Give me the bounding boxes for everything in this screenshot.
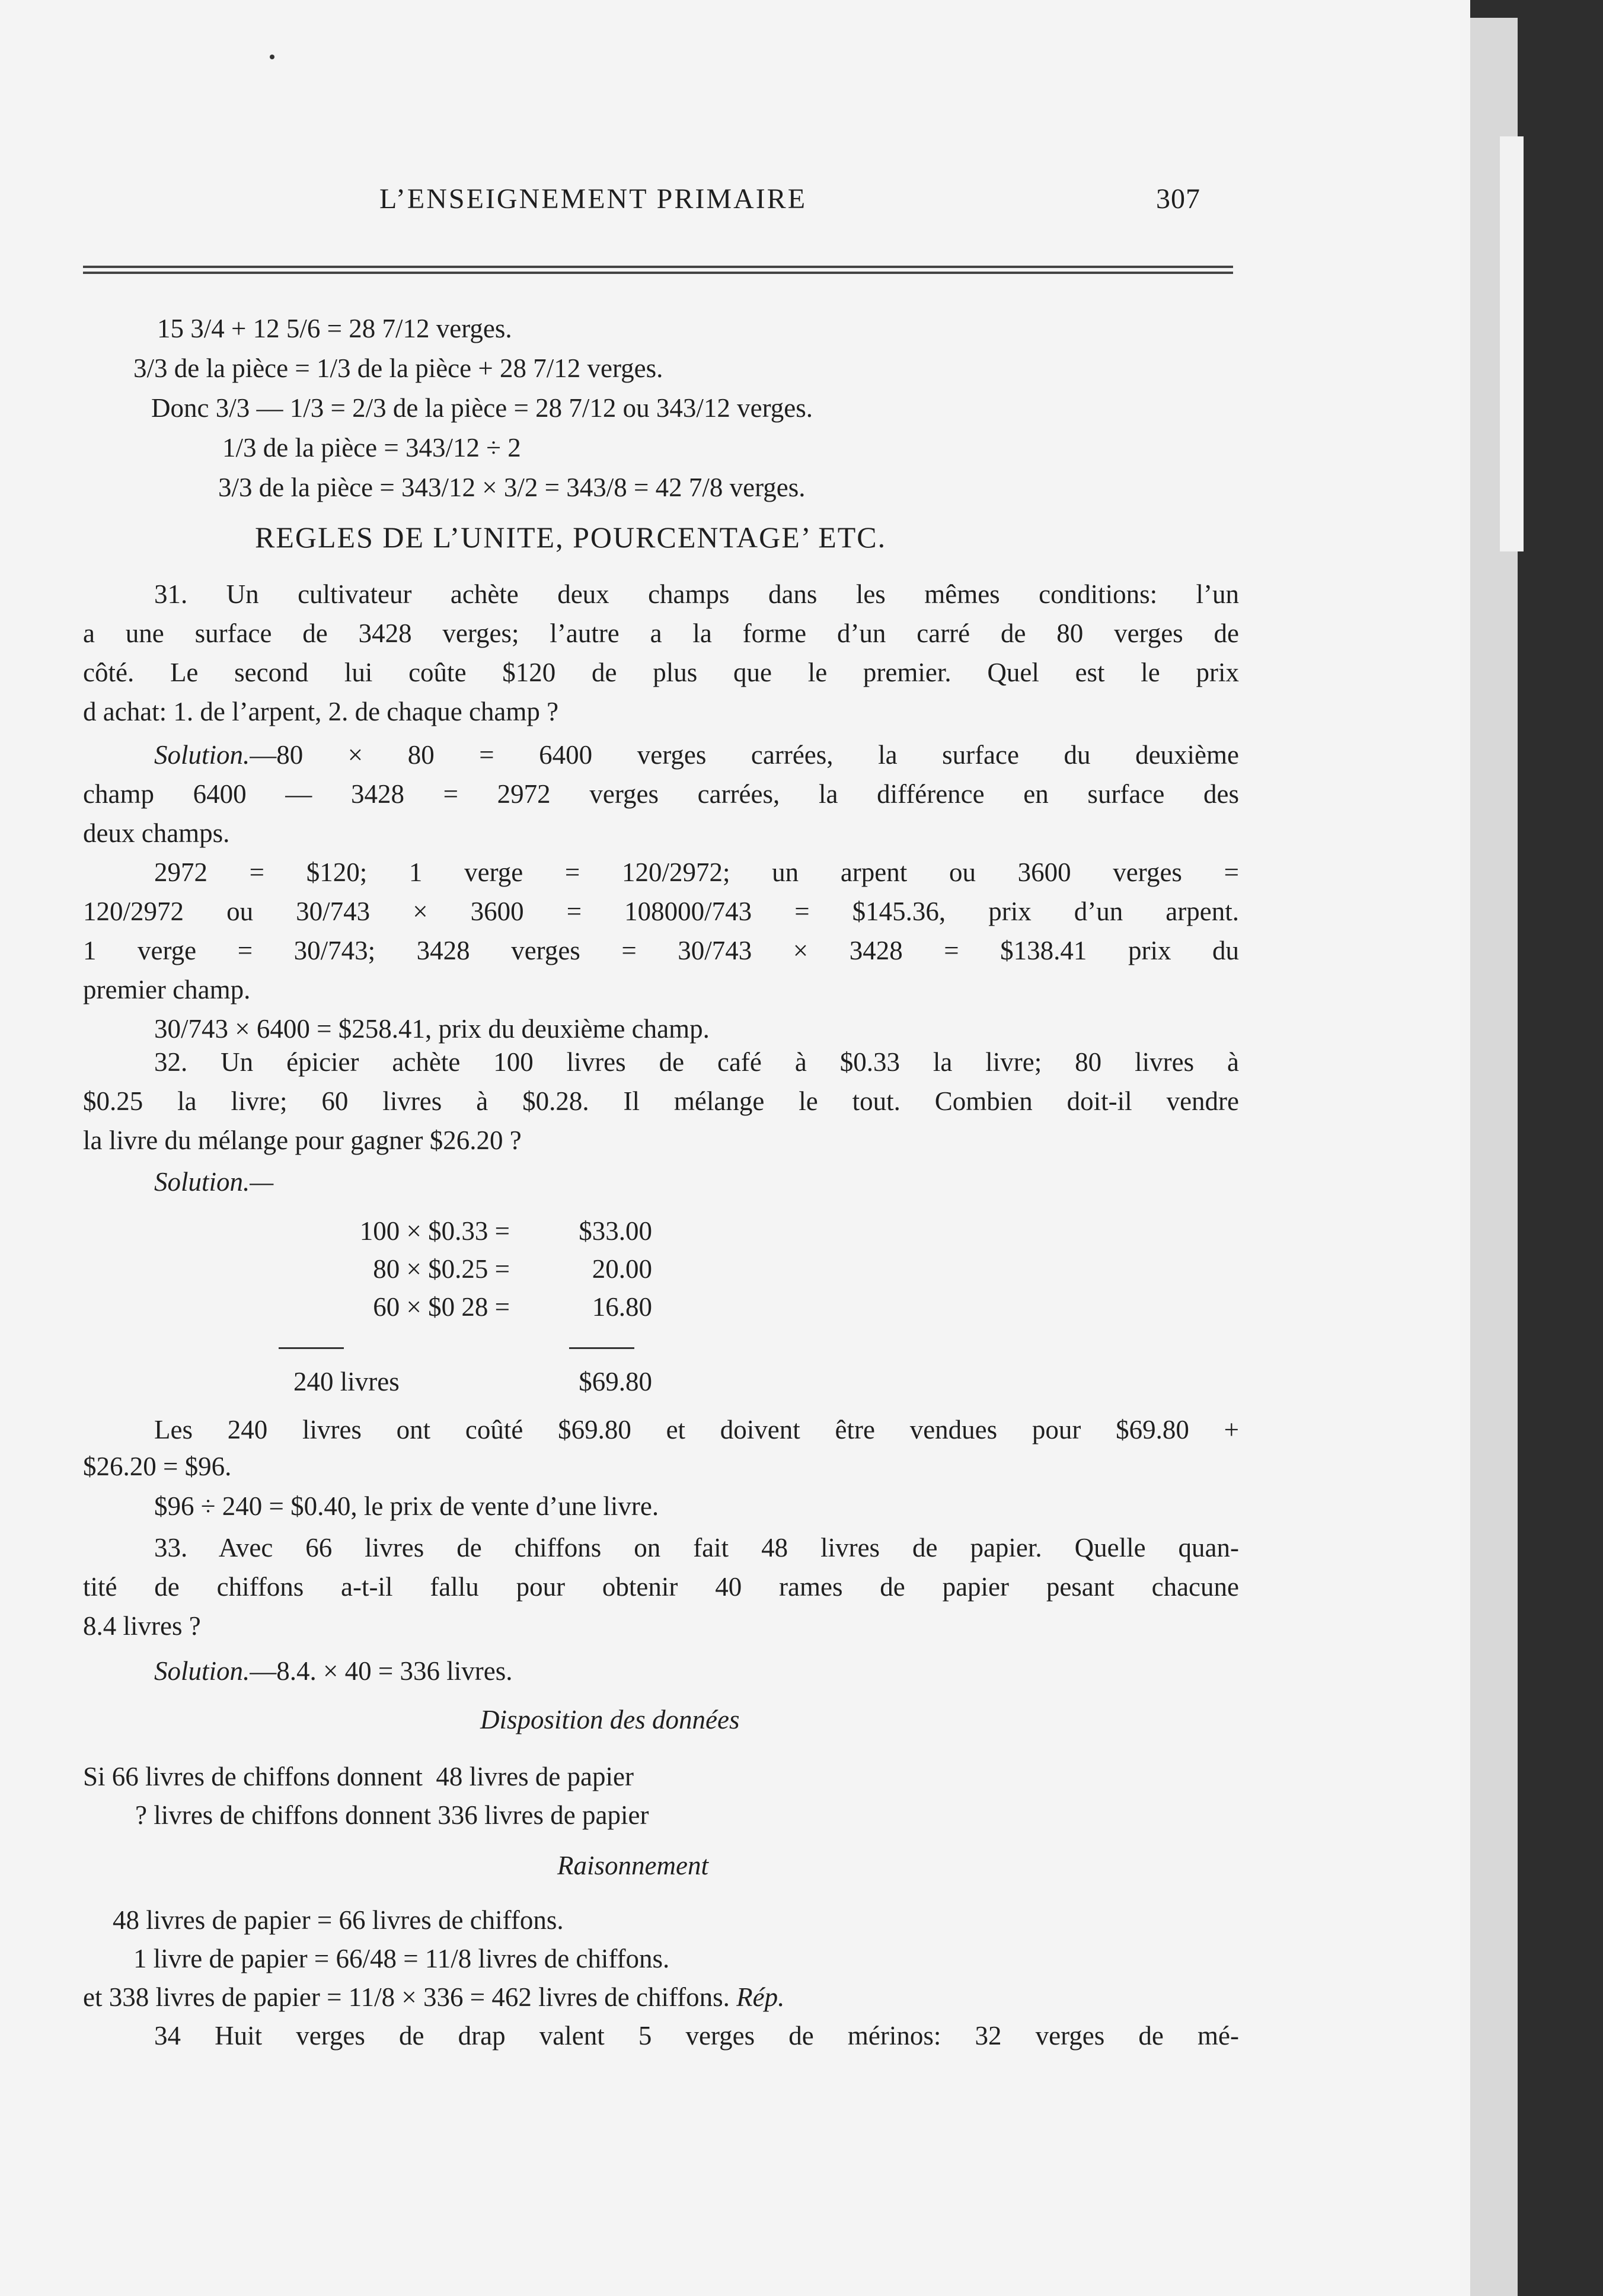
calc-result: $33.00 bbox=[579, 1216, 652, 1246]
disposition-line: Si 66 livres de chiffons donnent 48 livres de papier bbox=[83, 1762, 634, 1791]
calc-result: 20.00 bbox=[592, 1254, 652, 1284]
calc-expression: 100 × $0.33 = bbox=[359, 1216, 510, 1246]
conclusion-32-line: $26.20 = $96. bbox=[83, 1452, 232, 1481]
solution-31-line: deux champs. bbox=[83, 818, 230, 848]
running-title: L’ENSEIGNEMENT PRIMAIRE bbox=[379, 183, 807, 215]
solution-31-line: 120/2972 ou 30/743 × 3600 = 108000/743 = $145.36, prix d’un arpent. bbox=[83, 897, 1239, 926]
problem-31-line: côté. Le second lui coûte $120 de plus que le premier. Quel est le prix bbox=[83, 658, 1239, 687]
disposition-heading: Disposition des données bbox=[480, 1705, 740, 1734]
problem-33-line: 8.4 livres ? bbox=[83, 1611, 201, 1641]
page-number: 307 bbox=[1156, 183, 1200, 215]
calc-total-left: 240 livres bbox=[293, 1367, 400, 1396]
solution-33-line: Solution.—8.4. × 40 = 336 livres. bbox=[154, 1656, 513, 1686]
solution-label: Solution. bbox=[154, 740, 250, 770]
sum-rule-left bbox=[279, 1347, 344, 1349]
problem-33-line: 33. Avec 66 livres de chiffons on fait 48 livres de papier. Quelle quan- bbox=[154, 1533, 1239, 1562]
problem-34-line: 34 Huit verges de drap valent 5 verges de mérinos: 32 verges de mé- bbox=[154, 2021, 1239, 2051]
solution-label: Solution. bbox=[154, 1656, 250, 1686]
solution-31-line: premier champ. bbox=[83, 975, 251, 1004]
raisonnement-line: 1 livre de papier = 66/48 = 11/8 livres de chiffons. bbox=[133, 1944, 670, 1973]
raisonnement-line: 48 livres de papier = 66 livres de chiffons. bbox=[113, 1905, 564, 1935]
header-rule-top bbox=[83, 266, 1233, 268]
equation-line: Donc 3/3 — 1/3 = 2/3 de la pièce = 28 7/12 ou 343/12 verges. bbox=[151, 393, 813, 423]
calc-expression: 60 × $0 28 = bbox=[373, 1292, 510, 1322]
header-rule-bottom bbox=[83, 272, 1233, 274]
conclusion-32-line: $96 ÷ 240 = $0.40, le prix de vente d’une livre. bbox=[154, 1491, 659, 1521]
equation-line: 15 3/4 + 12 5/6 = 28 7/12 verges. bbox=[157, 314, 512, 343]
solution-31-line: champ 6400 — 3428 = 2972 verges carrées, la différence en surface des bbox=[83, 779, 1239, 809]
solution-label: Solution.— bbox=[154, 1167, 274, 1197]
section-title: REGLES DE L’UNITE, POURCENTAGE’ ETC. bbox=[255, 521, 887, 554]
equation-line: 3/3 de la pièce = 1/3 de la pièce + 28 7/12 verges. bbox=[133, 353, 663, 383]
solution-31-line: 1 verge = 30/743; 3428 verges = 30/743 × 3428 = $138.41 prix du bbox=[83, 936, 1239, 965]
raisonnement-line: et 338 livres de papier = 11/8 × 336 = 462 livres de chiffons. Rép. bbox=[83, 1982, 785, 2012]
calc-expression: 80 × $0.25 = bbox=[373, 1254, 510, 1284]
problem-33-line: tité de chiffons a-t-il fallu pour obtenir 40 rames de papier pesant chacune bbox=[83, 1572, 1239, 1602]
calc-result: 16.80 bbox=[592, 1292, 652, 1322]
solution-31-line: 2972 = $120; 1 verge = 120/2972; un arpent ou 3600 verges = bbox=[154, 857, 1239, 887]
equation-line: 1/3 de la pièce = 343/12 ÷ 2 bbox=[222, 433, 521, 463]
conclusion-32-line: Les 240 livres ont coûté $69.80 et doivent être vendues pour $69.80 + bbox=[154, 1415, 1239, 1444]
problem-32-line: $0.25 la livre; 60 livres à $0.28. Il mélange le tout. Combien doit-il vendre bbox=[83, 1086, 1239, 1116]
solution-31-line: 30/743 × 6400 = $258.41, prix du deuxième champ. bbox=[154, 1014, 710, 1044]
page-edge-fold bbox=[1500, 136, 1524, 551]
raisonnement-heading: Raisonnement bbox=[557, 1851, 708, 1880]
equation-line: 3/3 de la pièce = 343/12 × 3/2 = 343/8 = 42 7/8 verges. bbox=[218, 473, 806, 502]
speck bbox=[270, 55, 274, 59]
problem-31-line: 31. Un cultivateur achète deux champs dans les mêmes conditions: l’un bbox=[154, 579, 1239, 609]
problem-31-line: a une surface de 3428 verges; l’autre a la forme d’un carré de 80 verges de bbox=[83, 618, 1239, 648]
calc-total-right: $69.80 bbox=[579, 1367, 652, 1396]
problem-32-line: la livre du mélange pour gagner $26.20 ? bbox=[83, 1125, 522, 1155]
problem-32-line: 32. Un épicier achète 100 livres de café à $0.33 la livre; 80 livres à bbox=[154, 1047, 1239, 1077]
answer-label: Rép. bbox=[736, 1982, 785, 2012]
problem-31-line: d achat: 1. de l’arpent, 2. de chaque champ ? bbox=[83, 697, 559, 726]
sum-rule-right bbox=[569, 1347, 634, 1349]
disposition-line: ? livres de chiffons donnent 336 livres de papier bbox=[135, 1800, 649, 1830]
solution-31-line: Solution.—80 × 80 = 6400 verges carrées, la surface du deuxième bbox=[154, 740, 1239, 770]
